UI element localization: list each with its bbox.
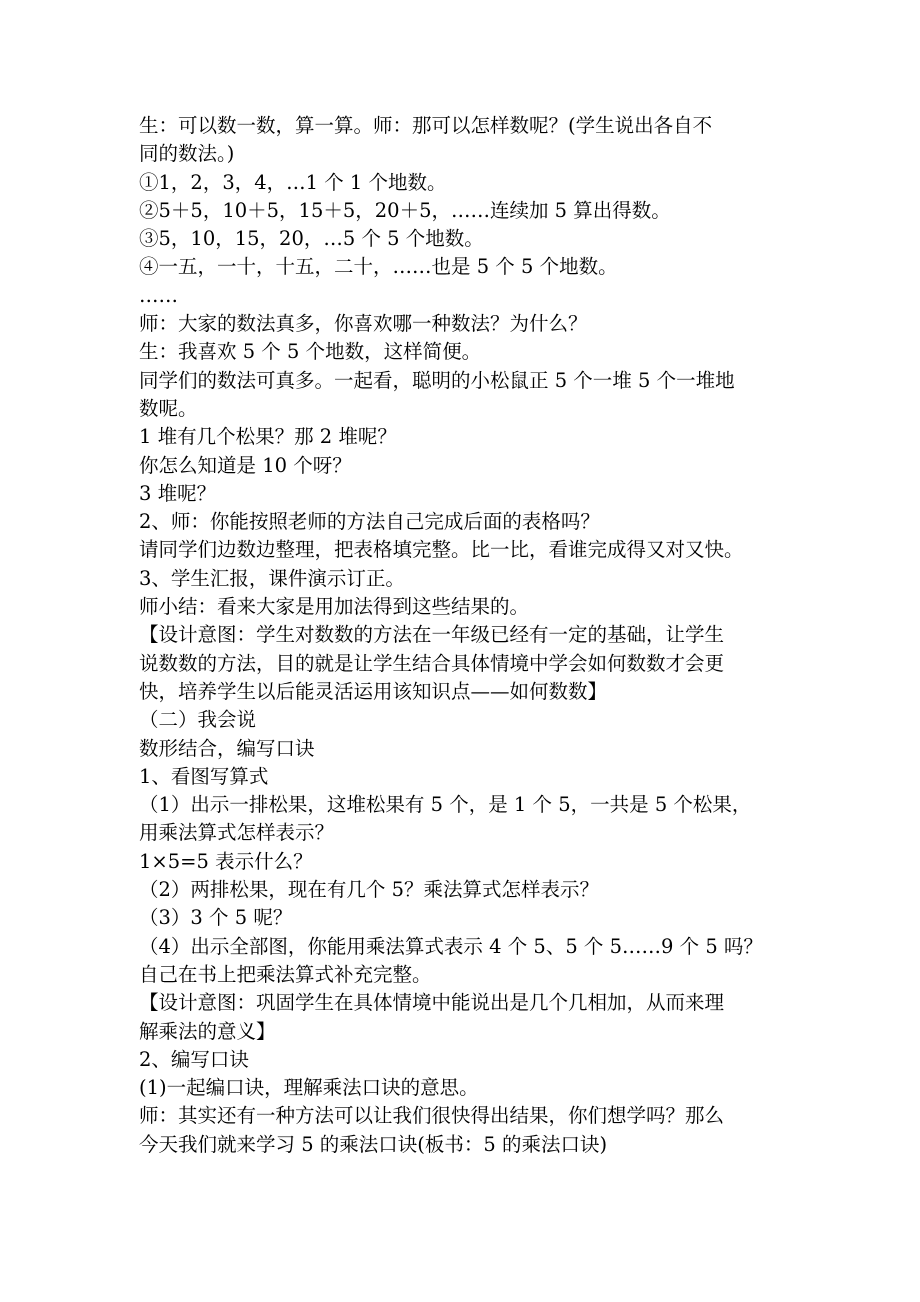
text-line: ①1，2，3，4，…1 个 1 个地数。: [139, 170, 447, 194]
design-intent-line: 说数数的方法，目的就是让学生结合具体情境中学会如何数数才会更: [139, 651, 725, 675]
text-line: ……: [139, 283, 178, 307]
text-line: （1）出示一排松果，这堆松果有 5 个，是 1 个 5，一共是 5 个松果，: [139, 793, 752, 817]
section-heading: （二）我会说: [139, 708, 257, 732]
text-line: 生：可以数一数，算一算。师：那可以怎样数呢？(学生说出各自不: [139, 114, 713, 137]
text-line: 师：大家的数法真多，你喜欢哪一种数法？为什么？: [139, 312, 588, 336]
text-line: 师：其实还有一种方法可以让我们很快得出结果，你们想学吗？那么: [139, 1104, 725, 1128]
text-line: 生：我喜欢 5 个 5 个地数，这样简便。: [139, 340, 482, 364]
text-line: 请同学们边数边整理，把表格填完整。比一比，看谁完成得又对又快。: [139, 538, 744, 562]
text-line: 数形结合，编写口诀: [139, 736, 315, 760]
text-line: 你怎么知道是 10 个呀？: [139, 453, 352, 477]
text-line: ②5＋5，10＋5，15＋5，20＋5，……连续加 5 算出得数。: [139, 198, 671, 222]
text-line: ③5，10，15，20，…5 个 5 个地数。: [139, 227, 484, 251]
text-line: 师小结：看来大家是用加法得到这些结果的。: [139, 595, 530, 619]
document-body: [139, 112, 789, 1159]
text-line: 同的数法。): [139, 142, 235, 166]
design-intent-line: 【设计意图：巩固学生在具体情境中能说出是几个几相加，从而来理: [139, 991, 725, 1015]
text-line: 1、看图写算式: [139, 764, 269, 788]
text-line: 自己在书上把乘法算式补充完整。: [139, 962, 432, 986]
text-line: 1×5=5 表示什么？: [139, 849, 313, 873]
text-line: 3、学生汇报，课件演示订正。: [139, 566, 405, 590]
text-line: 今天我们就来学习 5 的乘法口诀(板书：5 的乘法口诀): [139, 1132, 608, 1156]
text-line: 2、师：你能按照老师的方法自己完成后面的表格吗？: [139, 510, 600, 534]
design-intent-line: 解乘法的意义】: [139, 1019, 276, 1043]
design-intent-line: 【设计意图：学生对数数的方法在一年级已经有一定的基础，让学生: [139, 623, 725, 647]
text-line: 数呢。: [139, 396, 198, 420]
text-line: （3）3 个 5 呢？: [139, 906, 293, 930]
design-intent-line: 快，培养学生以后能灵活运用该知识点——如何数数】: [139, 679, 608, 703]
text-line: 同学们的数法可真多。一起看，聪明的小松鼠正 5 个一堆 5 个一堆地: [139, 368, 735, 392]
text-line: 用乘法算式怎样表示？: [139, 821, 335, 845]
text-line: 1 堆有几个松果？那 2 堆呢？: [139, 425, 397, 449]
text-line: （4）出示全部图，你能用乘法算式表示 4 个 5、5 个 5……9 个 5 吗？: [139, 934, 763, 958]
text-line: (1)一起编口诀，理解乘法口诀的意思。: [139, 1076, 479, 1100]
text-line: 3 堆呢？: [139, 481, 217, 505]
text-line: 2、编写口诀: [139, 1047, 249, 1071]
text-line: ④一五，一十，十五，二十，……也是 5 个 5 个地数。: [139, 255, 618, 279]
text-line: （2）两排松果，现在有几个 5？乘法算式怎样表示？: [139, 878, 600, 902]
